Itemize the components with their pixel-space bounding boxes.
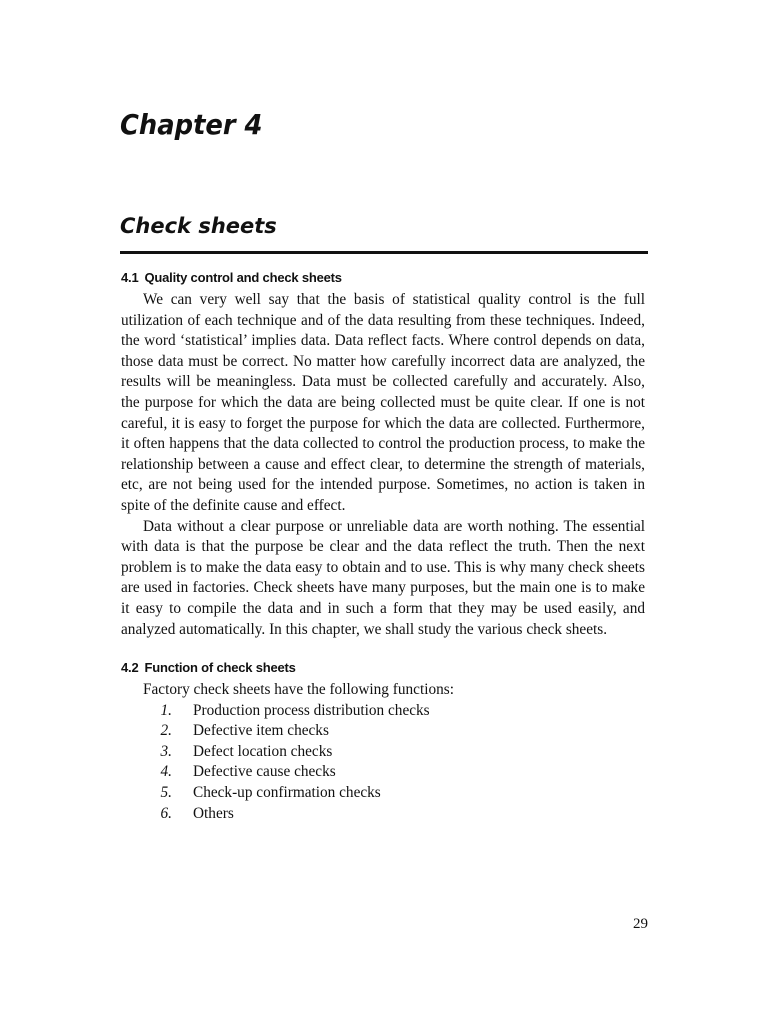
section-heading-text: Quality control and check sheets xyxy=(144,270,342,285)
list-item xyxy=(121,762,645,783)
list-item-text: Production process distribution checks xyxy=(193,701,430,719)
paragraph: Data without a clear purpose or unreliable data are worth nothing. The essential with data is that the purpose be clear and the data reflect the truth. Then the next problem is to make the data easy to obtain and to use. This is why many check sheets are used in factories. Check sheets have many purposes, but the main one is to make it easy to compile the data and in such a form that they may be used easily, and analyzed automatically. In this chapter, we shall study the various check sheets. xyxy=(121,517,645,638)
list-item-text: Check-up confirmation checks xyxy=(193,784,381,802)
section-heading-4-2 xyxy=(121,658,645,678)
section-number: 4.2 xyxy=(121,660,139,676)
title-rule xyxy=(120,251,648,254)
list-item xyxy=(121,783,645,804)
list-intro: Factory check sheets have the following functions: xyxy=(143,681,454,699)
list-item-number: 1. xyxy=(160,701,172,719)
list-item-text: Defective cause checks xyxy=(193,763,336,781)
chapter-subtitle: Check sheets xyxy=(120,214,277,238)
page-number: 29 xyxy=(633,916,648,932)
page-body xyxy=(121,268,645,824)
function-list xyxy=(121,701,645,825)
list-item-text: Others xyxy=(193,804,234,822)
list-item-number: 2. xyxy=(160,722,172,740)
section-heading-text: Function of check sheets xyxy=(144,660,296,676)
chapter-title: Chapter 4 xyxy=(120,108,263,141)
list-item-number: 6. xyxy=(160,804,172,822)
section-heading-4-1 xyxy=(121,268,645,288)
list-item-number: 5. xyxy=(160,784,172,802)
list-item-text: Defect location checks xyxy=(193,742,333,760)
list-item xyxy=(121,742,645,763)
list-item-number: 4. xyxy=(160,763,172,781)
list-item xyxy=(121,701,645,722)
paragraph: We can very well say that the basis of statistical quality control is the full utilization of each technique and of the data resulting from these techniques. Indeed, the word ‘statistical’ implies data. Data reflect facts. Where control depends on data, those data must be correct. No matter how carefully incorrect data are analyzed, the results will be meaningless. Data must be collected carefully and accurately. Also, the purpose for which the data are being collected must be quite clear. If one is not careful, it is easy to forget the purpose for which the data are collected. Furthermore, it often happens that the data collected to control the production process, to make the relationship between a cause and effect clear, to determine the strength of materials, etc, are not being used for the intended purpose. Sometimes, no action is taken in spite of the definite cause and effect. xyxy=(121,291,645,514)
list-item-text: Defective item checks xyxy=(193,722,329,740)
list-item xyxy=(121,721,645,742)
list-item xyxy=(121,804,645,825)
list-item-number: 3. xyxy=(160,742,172,760)
section-number: 4.1 xyxy=(121,270,139,285)
